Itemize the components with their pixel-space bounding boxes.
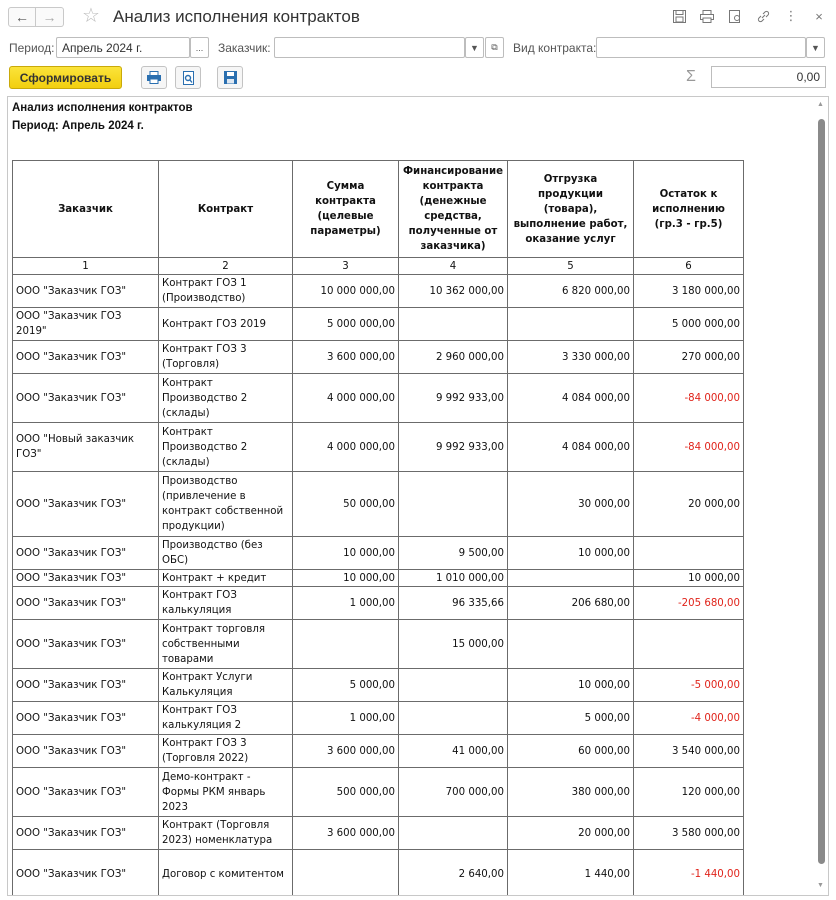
arrow-left-icon: ←	[15, 9, 29, 25]
cell-customer[interactable]: ООО "Заказчик ГОЗ 2019"	[13, 308, 159, 341]
chevron-down-icon: ▼	[470, 42, 479, 53]
cell-contract[interactable]: Производство (привлечение в контракт собственной продукции)	[159, 472, 293, 537]
arrow-right-icon: →	[42, 9, 57, 25]
contract-type-dropdown-button[interactable]	[806, 37, 825, 58]
table-row[interactable]	[13, 472, 744, 537]
cell-contract-sum[interactable]: 1 000,00	[293, 587, 399, 620]
col-number: 1	[13, 258, 159, 275]
col-number: 3	[293, 258, 399, 275]
contract-type-field[interactable]	[596, 37, 806, 58]
header-contract-sum: Сумма контракта (целевые параметры)	[293, 161, 399, 258]
cell-financing[interactable]: 10 362 000,00	[399, 275, 508, 308]
cell-contract-sum[interactable]: 5 000,00	[293, 669, 399, 702]
cell-contract-sum[interactable]: 4 000 000,00	[293, 423, 399, 472]
cell-contract-sum[interactable]: 10 000,00	[293, 537, 399, 570]
contract-type-label: Вид контракта:	[513, 41, 597, 55]
cell-financing[interactable]: 2 640,00	[399, 850, 508, 897]
cell-contract-sum[interactable]: 3 600 000,00	[293, 817, 399, 850]
forward-button[interactable]	[36, 7, 64, 27]
table-row[interactable]	[13, 702, 744, 735]
cell-customer[interactable]: ООО "Заказчик ГОЗ"	[13, 472, 159, 537]
cell-shipment[interactable]: 60 000,00	[508, 735, 634, 768]
cell-remainder[interactable]: 20 000,00	[634, 472, 744, 537]
period-field[interactable]: Апрель 2024 г.	[56, 37, 190, 58]
cell-financing[interactable]	[399, 702, 508, 735]
scrollbar-thumb[interactable]	[818, 119, 825, 864]
col-number: 4	[399, 258, 508, 275]
cell-shipment[interactable]: 4 084 000,00	[508, 374, 634, 423]
cell-customer[interactable]: ООО "Новый заказчик ГОЗ"	[13, 423, 159, 472]
cell-shipment[interactable]	[508, 570, 634, 587]
vertical-scrollbar[interactable]	[815, 97, 827, 895]
cell-remainder[interactable]: -84 000,00	[634, 423, 744, 472]
link-icon[interactable]	[756, 8, 770, 24]
cell-shipment[interactable]: 3 330 000,00	[508, 341, 634, 374]
close-icon[interactable]: ×	[815, 8, 823, 24]
cell-contract[interactable]: Контракт Производство 2 (склады)	[159, 423, 293, 472]
cell-financing[interactable]: 96 335,66	[399, 587, 508, 620]
cell-customer[interactable]: ООО "Заказчик ГОЗ"	[13, 620, 159, 669]
cell-financing[interactable]	[399, 669, 508, 702]
cell-remainder[interactable]: 10 000,00	[634, 570, 744, 587]
cell-contract[interactable]: Демо-контракт - Формы РКМ январь 2023	[159, 768, 293, 817]
cell-remainder[interactable]: 5 000 000,00	[634, 308, 744, 341]
cell-contract-sum[interactable]	[293, 850, 399, 897]
chevron-down-icon: ▼	[811, 42, 820, 53]
cell-financing[interactable]: 9 992 933,00	[399, 374, 508, 423]
cell-remainder[interactable]	[634, 620, 744, 669]
customer-dropdown-button[interactable]	[465, 37, 484, 58]
cell-remainder[interactable]: -5 000,00	[634, 669, 744, 702]
table-row[interactable]	[13, 735, 744, 768]
table-row[interactable]	[13, 768, 744, 817]
cell-shipment[interactable]: 5 000,00	[508, 702, 634, 735]
cell-contract-sum[interactable]: 3 600 000,00	[293, 341, 399, 374]
cell-financing[interactable]	[399, 817, 508, 850]
cell-shipment[interactable]: 10 000,00	[508, 669, 634, 702]
cell-contract[interactable]: Контракт Производство 2 (склады)	[159, 374, 293, 423]
cell-customer[interactable]: ООО "Заказчик ГОЗ"	[13, 850, 159, 897]
cell-contract-sum[interactable]: 10 000,00	[293, 570, 399, 587]
cell-shipment[interactable]: 20 000,00	[508, 817, 634, 850]
cell-contract-sum[interactable]: 5 000 000,00	[293, 308, 399, 341]
cell-shipment[interactable]: 380 000,00	[508, 768, 634, 817]
sum-field: 0,00	[711, 66, 826, 88]
window-title: Анализ исполнения контрактов	[113, 7, 360, 26]
cell-remainder[interactable]: -205 680,00	[634, 587, 744, 620]
report-table	[12, 160, 744, 896]
cell-customer[interactable]: ООО "Заказчик ГОЗ"	[13, 735, 159, 768]
cell-contract[interactable]: Контракт ГОЗ калькуляция	[159, 587, 293, 620]
customer-field[interactable]	[274, 37, 465, 58]
customer-open-button[interactable]	[485, 37, 504, 58]
cell-customer[interactable]: ООО "Заказчик ГОЗ"	[13, 374, 159, 423]
table-row[interactable]	[13, 374, 744, 423]
scroll-up-icon[interactable]: ▲	[817, 101, 824, 108]
col-number: 5	[508, 258, 634, 275]
cell-customer[interactable]: ООО "Заказчик ГОЗ"	[13, 702, 159, 735]
cell-contract-sum[interactable]: 500 000,00	[293, 768, 399, 817]
preview-icon	[182, 71, 195, 85]
cell-contract-sum[interactable]: 50 000,00	[293, 472, 399, 537]
open-icon: ⧉	[491, 42, 498, 52]
header-contract: Контракт	[159, 161, 293, 258]
table-row[interactable]	[13, 669, 744, 702]
cell-remainder[interactable]: 120 000,00	[634, 768, 744, 817]
report-title: Анализ исполнения контрактов	[12, 102, 193, 114]
cell-customer[interactable]: ООО "Заказчик ГОЗ"	[13, 275, 159, 308]
cell-contract[interactable]: Контракт Услуги Калькуляция	[159, 669, 293, 702]
table-row[interactable]	[13, 275, 744, 308]
table-row[interactable]	[13, 620, 744, 669]
cell-remainder[interactable]: 3 180 000,00	[634, 275, 744, 308]
toolbar	[0, 66, 836, 90]
table-row[interactable]	[13, 570, 744, 587]
cell-financing[interactable]: 2 960 000,00	[399, 341, 508, 374]
col-number: 2	[159, 258, 293, 275]
cell-financing[interactable]	[399, 472, 508, 537]
header-shipment: Отгрузка продукции (товара), выполнение работ, оказание услуг	[508, 161, 634, 258]
print-icon[interactable]	[700, 8, 714, 24]
cell-remainder[interactable]: 270 000,00	[634, 341, 744, 374]
cell-contract[interactable]: Контракт ГОЗ 1 (Производство)	[159, 275, 293, 308]
cell-customer[interactable]: ООО "Заказчик ГОЗ"	[13, 570, 159, 587]
cell-financing[interactable]	[399, 308, 508, 341]
cell-contract[interactable]: Производство (без ОБС)	[159, 537, 293, 570]
table-row[interactable]	[13, 817, 744, 850]
more-menu-icon[interactable]: ⋮	[784, 8, 798, 23]
table-row[interactable]	[13, 423, 744, 472]
cell-contract[interactable]: Договор с комитентом	[159, 850, 293, 897]
cell-remainder[interactable]: 3 540 000,00	[634, 735, 744, 768]
header-remainder: Остаток к исполнению (гр.3 - гр.5)	[634, 161, 744, 258]
sum-icon: Σ	[686, 68, 696, 85]
scroll-down-icon[interactable]: ▼	[817, 882, 824, 889]
save-icon[interactable]	[672, 8, 686, 24]
save-icon	[224, 71, 237, 84]
cell-shipment[interactable]: 4 084 000,00	[508, 423, 634, 472]
cell-contract[interactable]: Контракт (Торговля 2023) номенклатура	[159, 817, 293, 850]
cell-customer[interactable]: ООО "Заказчик ГОЗ"	[13, 587, 159, 620]
cell-customer[interactable]: ООО "Заказчик ГОЗ"	[13, 768, 159, 817]
save-button[interactable]	[217, 66, 243, 89]
period-label: Период:	[9, 41, 55, 55]
customer-label: Заказчик:	[218, 41, 271, 55]
table-row[interactable]	[13, 341, 744, 374]
cell-shipment[interactable]: 10 000,00	[508, 537, 634, 570]
table-row[interactable]	[13, 850, 744, 897]
cell-customer[interactable]: ООО "Заказчик ГОЗ"	[13, 817, 159, 850]
cell-remainder[interactable]: -84 000,00	[634, 374, 744, 423]
cell-financing[interactable]: 1 010 000,00	[399, 570, 508, 587]
cell-contract-sum[interactable]: 1 000,00	[293, 702, 399, 735]
print-icon	[147, 71, 161, 84]
cell-contract[interactable]: Контракт ГОЗ 3 (Торговля 2022)	[159, 735, 293, 768]
cell-remainder[interactable]: -4 000,00	[634, 702, 744, 735]
print-button[interactable]	[141, 66, 167, 89]
cell-financing[interactable]: 9 992 933,00	[399, 423, 508, 472]
cell-remainder[interactable]: -1 440,00	[634, 850, 744, 897]
cell-customer[interactable]: ООО "Заказчик ГОЗ"	[13, 341, 159, 374]
cell-shipment[interactable]: 6 820 000,00	[508, 275, 634, 308]
cell-contract[interactable]: Контракт + кредит	[159, 570, 293, 587]
cell-contract-sum[interactable]: 3 600 000,00	[293, 735, 399, 768]
cell-financing[interactable]: 15 000,00	[399, 620, 508, 669]
cell-customer[interactable]: ООО "Заказчик ГОЗ"	[13, 669, 159, 702]
preview-icon[interactable]	[728, 8, 742, 24]
column-number-row	[13, 258, 744, 275]
cell-remainder[interactable]	[634, 537, 744, 570]
cell-financing[interactable]: 9 500,00	[399, 537, 508, 570]
period-select-button[interactable]: ...	[190, 37, 209, 58]
report-area[interactable]	[7, 96, 829, 896]
cell-contract[interactable]: Контракт ГОЗ калькуляция 2	[159, 702, 293, 735]
title-bar	[0, 0, 836, 34]
table-row[interactable]	[13, 537, 744, 570]
cell-shipment[interactable]	[508, 308, 634, 341]
header-financing: Финансирование контракта (денежные средства, полученные от заказчика)	[399, 161, 508, 258]
filter-row	[0, 36, 836, 60]
table-row[interactable]	[13, 308, 744, 341]
report-period: Период: Апрель 2024 г.	[12, 120, 144, 132]
cell-shipment[interactable]	[508, 620, 634, 669]
cell-shipment[interactable]: 1 440,00	[508, 850, 634, 897]
table-row[interactable]	[13, 587, 744, 620]
cell-contract-sum[interactable]: 10 000 000,00	[293, 275, 399, 308]
favorite-star-icon[interactable]: ☆	[82, 5, 100, 27]
cell-contract[interactable]: Контракт ГОЗ 2019	[159, 308, 293, 341]
cell-remainder[interactable]: 3 580 000,00	[634, 817, 744, 850]
cell-customer[interactable]: ООО "Заказчик ГОЗ"	[13, 537, 159, 570]
generate-button[interactable]: Сформировать	[9, 66, 122, 89]
back-button[interactable]	[8, 7, 36, 27]
cell-contract-sum[interactable]	[293, 620, 399, 669]
cell-shipment[interactable]: 206 680,00	[508, 587, 634, 620]
cell-contract-sum[interactable]: 4 000 000,00	[293, 374, 399, 423]
cell-shipment[interactable]: 30 000,00	[508, 472, 634, 537]
cell-contract[interactable]: Контракт ГОЗ 3 (Торговля)	[159, 341, 293, 374]
col-number: 6	[634, 258, 744, 275]
preview-button[interactable]	[175, 66, 201, 89]
table-header-row	[13, 161, 744, 258]
cell-financing[interactable]: 41 000,00	[399, 735, 508, 768]
cell-contract[interactable]: Контракт торговля собственными товарами	[159, 620, 293, 669]
cell-financing[interactable]: 700 000,00	[399, 768, 508, 817]
header-customer: Заказчик	[13, 161, 159, 258]
